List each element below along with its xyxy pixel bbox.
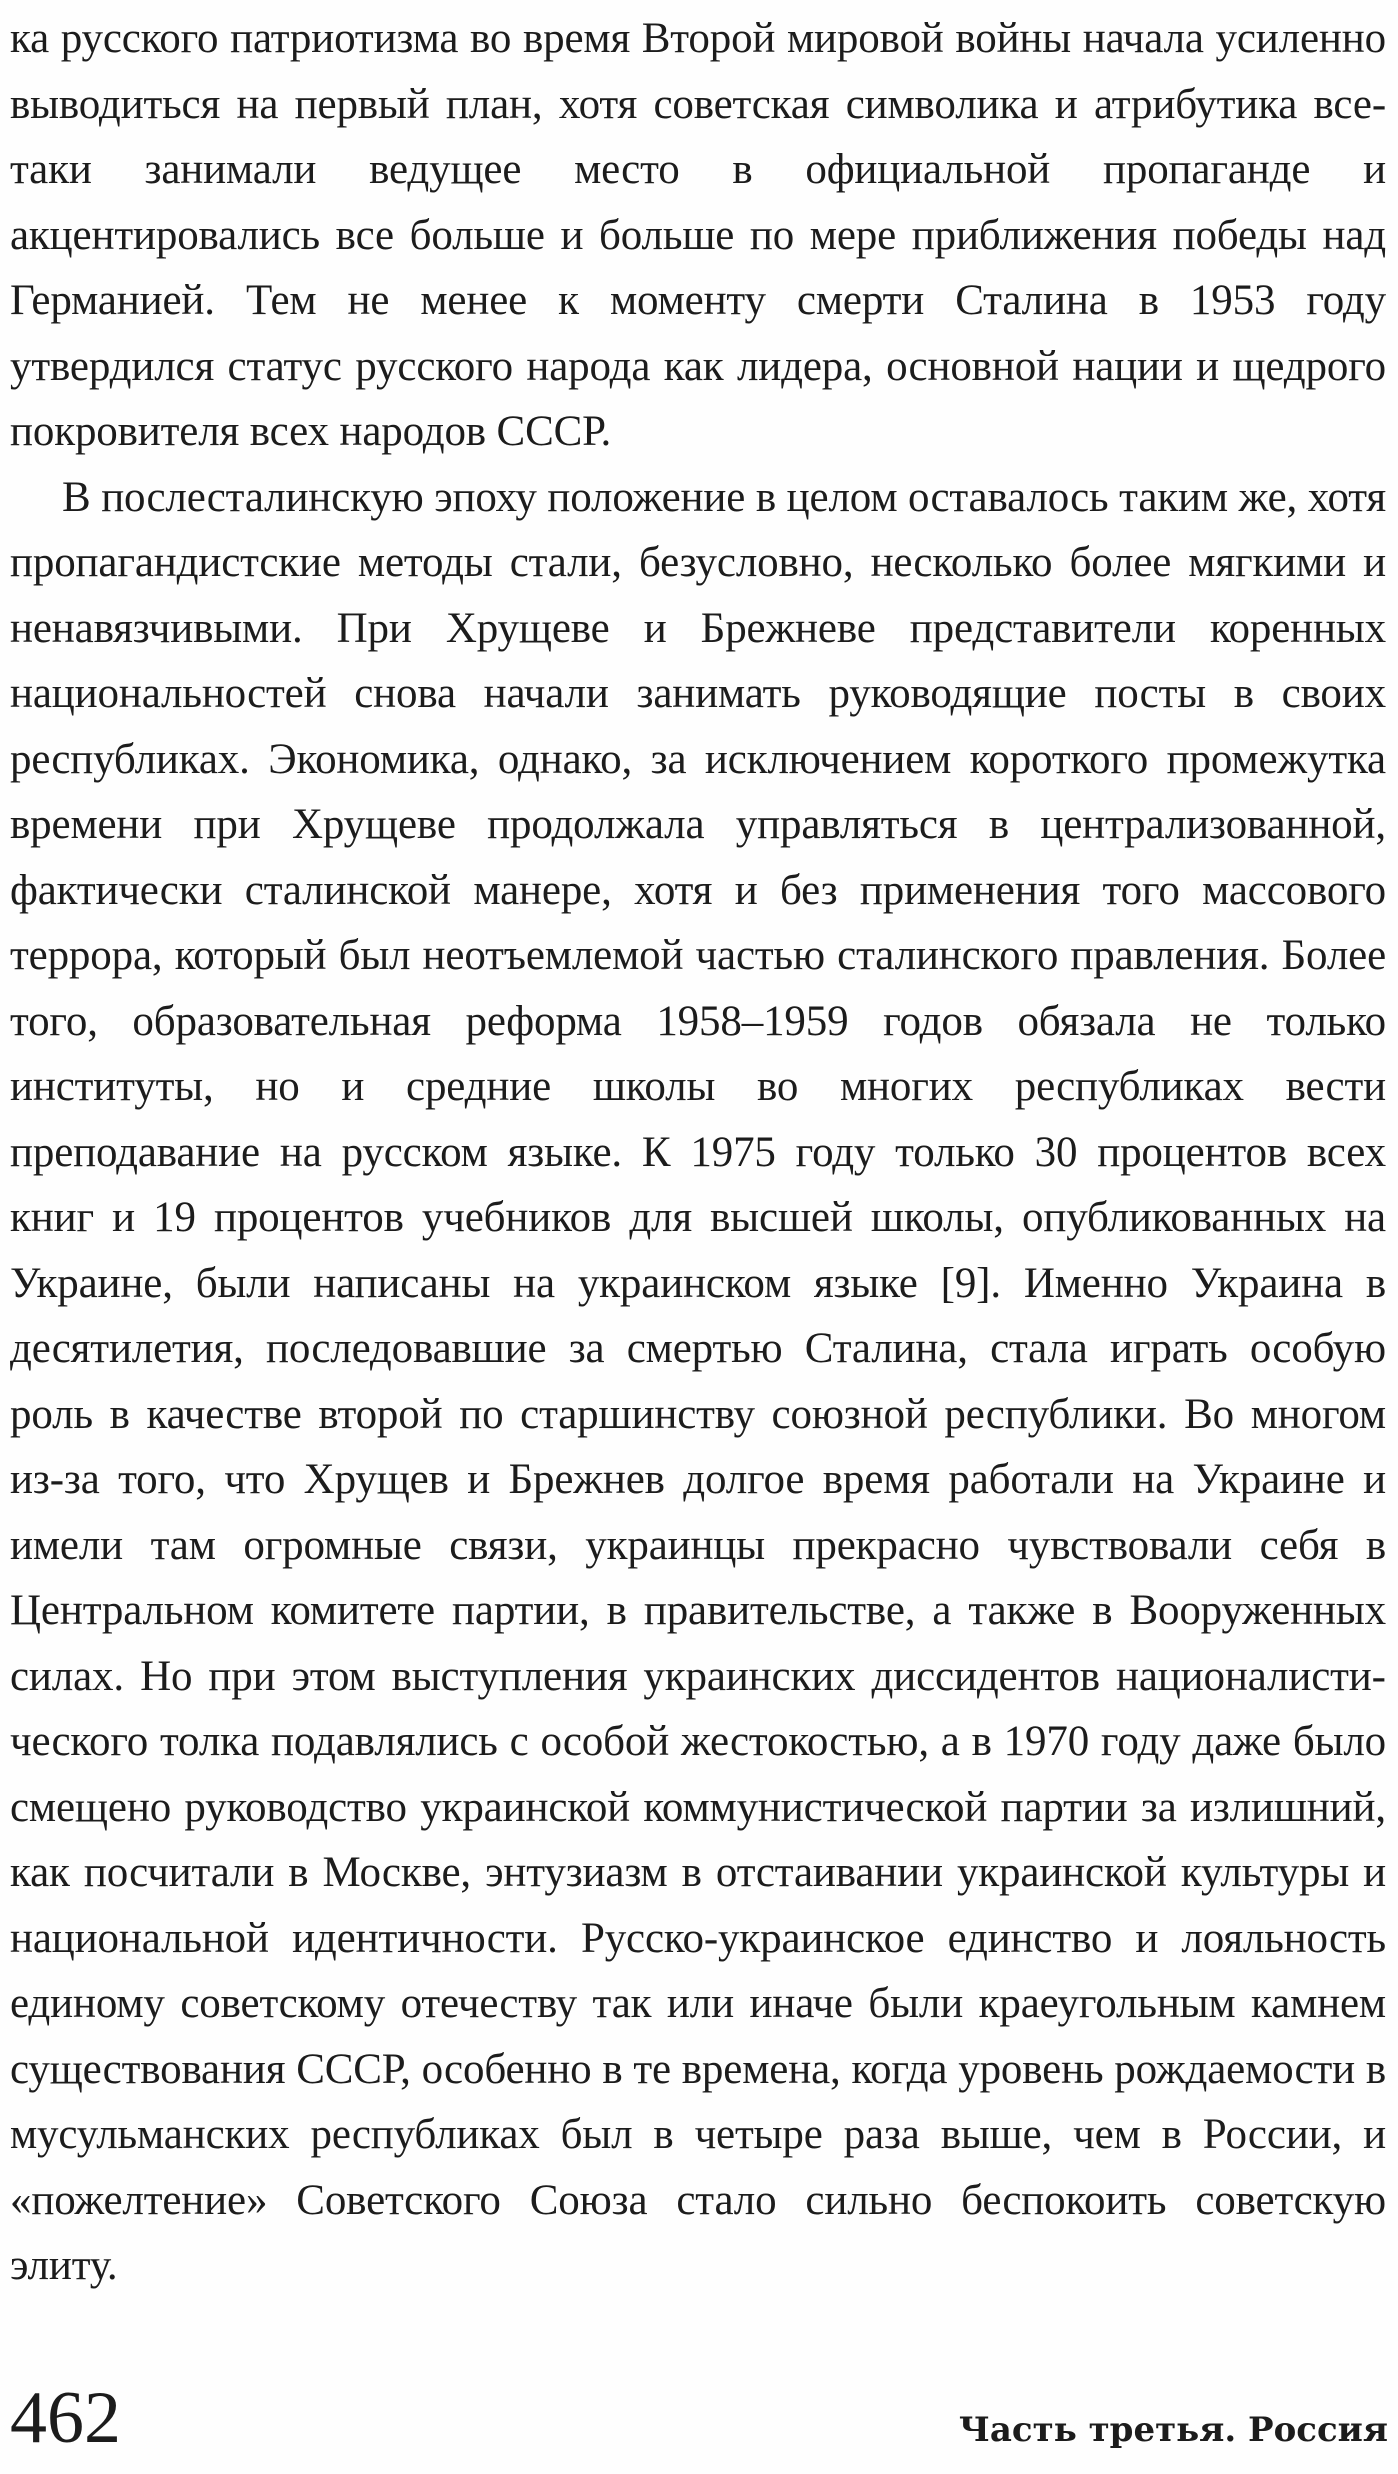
paragraph-continued: ка русского патриотизма во время Второй мировой войны начала усиленно выводиться на первый план, хотя советская символика и атрибутика все-таки занимали ведущее место в официальной пропаганде и акцентировались все больше и больше по мере приближения победы над Германией. Тем не менее к моменту смерти Сталина в 1953 году утвердился статус русского народа как лидера, основной нации и щедрого покровителя всех народов СССР. bbox=[10, 15, 1386, 455]
page-number: 462 bbox=[10, 2377, 121, 2459]
paragraph-post-stalin-era: В послесталинскую эпоху положение в целом оставалось таким же, хотя пропагандистские методы стали, безусловно, несколько более мягкими и ненавязчивыми. При Хрущеве и Брежневе представители коренных национальностей снова начали занимать руководящие посты в своих республиках. Экономика, однако, за исключением короткого промежутка времени при Хрущеве продолжала управляться в централизованной, фактически сталинской манере, хотя и без применения того массового террора, который был неотъемлемой частью сталинского правления. Более того, образовательная реформа 1958–1959 годов обязала не только институты, но и средние школы во многих республиках вести преподавание на русском языке. К 1975 году только 30 процентов всех книг и 19 процентов учебников для высшей школы, опубликованных на Украине, были написаны на украинском языке [9]. Именно Украина в десятилетия, последовавшие за смертью Сталина, стала играть особую роль в качестве второй по старшинству союзной республики. Во многом из-за того, что Хрущев и Брежнев долгое время работали на Украине и имели там огромные связи, украинцы прекрасно чувствовали себя в Центральном комитете партии, в правительстве, а также в Вооруженных силах. Но при этом выступления украинских диссидентов националистического толка подавлялись с особой жестокостью, а в 1970 году даже было смещено руководство украинской коммунистической партии за излишний, как посчитали в Москве, энтузиазм в отстаивании украинской культуры и национальной идентичности. Русско-украинское единство и лояльность единому советскому отечеству так или иначе были краеугольным камнем существования СССР, особенно в те времена, когда уровень рождаемости в мусульманских республиках был в четыре раза выше, чем в России, и «пожелтение» Советского Союза стало сильно беспокоить советскую элиту. bbox=[10, 473, 1386, 2289]
body-text bbox=[10, 6, 1386, 2299]
page-footer bbox=[10, 2368, 1388, 2458]
running-head: Часть третья. Россия bbox=[958, 2410, 1388, 2450]
